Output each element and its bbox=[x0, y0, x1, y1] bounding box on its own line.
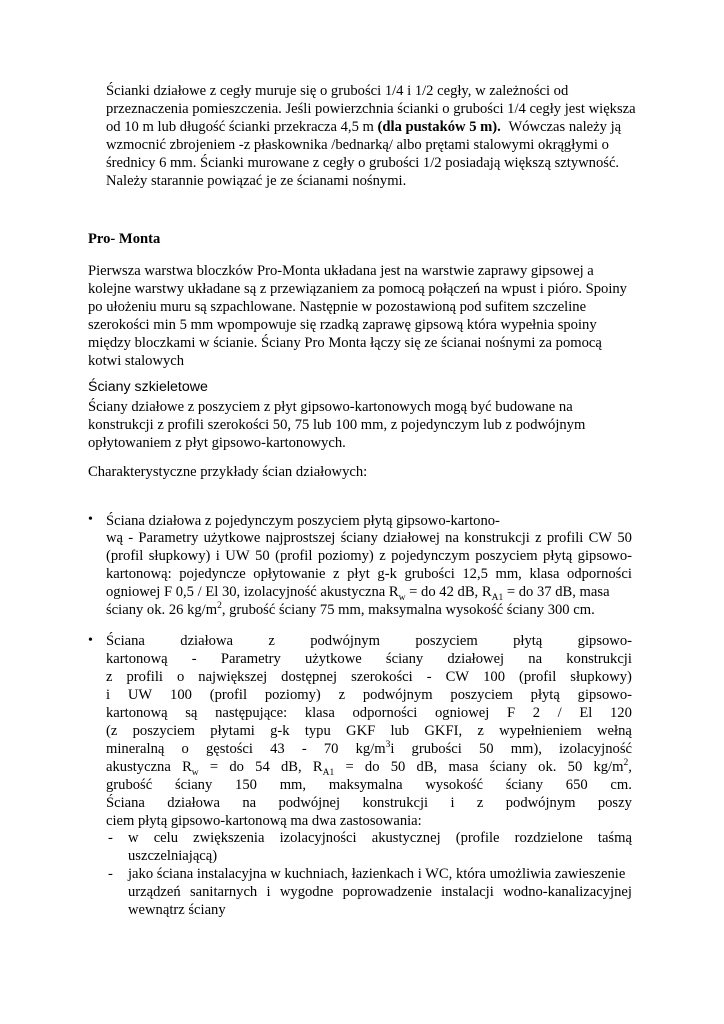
word: płytą bbox=[530, 687, 560, 703]
word: ściany bbox=[385, 651, 424, 667]
word: poszyciem bbox=[450, 687, 513, 703]
word: 50 bbox=[567, 759, 583, 775]
word: klasa bbox=[304, 705, 335, 721]
text-segment: = do 37 dB, masa bbox=[503, 584, 610, 600]
word: następujące: bbox=[215, 705, 288, 721]
word: szerokości bbox=[351, 669, 413, 685]
word: działowej bbox=[447, 651, 505, 667]
bullet-line bbox=[106, 547, 632, 565]
intro-line: Należy starannie powiązać je ze ścianami nośnymi. bbox=[106, 173, 407, 189]
word: gipsowo- bbox=[577, 687, 632, 703]
word: ok. bbox=[538, 759, 557, 775]
word: z bbox=[379, 548, 386, 564]
promonta-line: kolejne warstwy układane są z przewiązaniem za pomocą połączeń na wpust i pióro. Spoiny bbox=[88, 281, 627, 297]
word: wypełnieniem bbox=[499, 723, 582, 739]
word: konstrukcji bbox=[566, 651, 632, 667]
szkieletowe-line: konstrukcji z profili szerokości 50, 75 lub 100 mm, z pojedynczym lub z podwójnym bbox=[88, 417, 586, 433]
word: ściany bbox=[174, 777, 213, 793]
word: rozdzielone bbox=[514, 830, 583, 846]
word: dB, bbox=[416, 759, 438, 775]
word: poszyciem bbox=[475, 548, 538, 564]
word: ściany bbox=[489, 759, 527, 775]
text-segment: , grubość ściany 75 mm, maksymalna wysokość ściany 300 cm. bbox=[221, 602, 595, 618]
word: i bbox=[106, 687, 111, 703]
word: = bbox=[209, 759, 219, 775]
word: działowej bbox=[383, 530, 440, 546]
bullet-line bbox=[106, 686, 632, 704]
word: ściany bbox=[340, 530, 378, 546]
szkieletowe-line: Ściany działowe z poszyciem z płyt gipsowo-kartonowych mogą być budowane na bbox=[88, 399, 573, 415]
word: - bbox=[128, 530, 134, 546]
word: F bbox=[506, 705, 516, 721]
word: słupkowy) bbox=[570, 669, 632, 685]
promonta-line: po ułożeniu muru są szpachlowane. Następnie w pozostawioną pod sufitem szczeline bbox=[88, 299, 587, 315]
word: z bbox=[476, 795, 484, 811]
word: z bbox=[535, 530, 542, 546]
word: $kg/m^2$, bbox=[593, 758, 632, 775]
word: wodno-kanalizacyjnej bbox=[503, 884, 632, 900]
dash-icon: - bbox=[108, 866, 113, 882]
word: 150 bbox=[235, 777, 257, 793]
word: (profile bbox=[455, 830, 500, 846]
word: CW bbox=[445, 669, 470, 685]
word: poziomy) bbox=[264, 687, 321, 703]
word: - bbox=[301, 741, 307, 757]
word: (profil bbox=[275, 548, 313, 564]
text-segment: = do 42 dB, R bbox=[405, 584, 492, 600]
word: i bbox=[450, 795, 455, 811]
word: na bbox=[242, 795, 257, 811]
word: UW bbox=[225, 548, 250, 564]
word: podwójnym bbox=[362, 687, 433, 703]
word: Ściana bbox=[106, 795, 145, 811]
word: dostępnej bbox=[281, 669, 338, 685]
word: płytami bbox=[210, 723, 255, 739]
word: ogniowej bbox=[434, 705, 490, 721]
bullet-line bbox=[106, 529, 632, 547]
text-segment: ogniowej F 0,5 / El 30, izolacyjność akustyczna R bbox=[106, 584, 399, 600]
word: CW bbox=[588, 530, 613, 546]
sub-item-line: uszczelniającą) bbox=[128, 848, 218, 864]
superscript: 3 bbox=[385, 740, 391, 751]
intro-line: Ścianki działowe z cegły muruje się o grubości 1/4 i 1/2 cegły, w zależności od bbox=[106, 83, 569, 99]
word: cm. bbox=[610, 777, 632, 793]
subscript: A1 bbox=[322, 767, 335, 778]
bullet-line bbox=[106, 794, 632, 812]
szkieletowe-line: opłytowaniem z płyt gipsowo-kartonowych. bbox=[88, 435, 346, 451]
bullet-line: Ściana działowa z pojedynczym poszyciem płytą gipsowo-kartono- bbox=[106, 513, 500, 529]
word: kartonową bbox=[106, 705, 168, 721]
word: 50 bbox=[617, 530, 632, 546]
word: konstrukcji bbox=[464, 530, 530, 546]
bullet-line bbox=[106, 650, 632, 668]
word: odporności bbox=[352, 705, 418, 721]
word: słupkowy) bbox=[148, 548, 211, 564]
word: poszyciem bbox=[132, 723, 196, 739]
word: poziomy) bbox=[317, 548, 374, 564]
sub-item-line bbox=[128, 829, 632, 847]
word: Parametry bbox=[138, 530, 199, 546]
word: g-k bbox=[270, 723, 290, 739]
word: kartonową: bbox=[106, 566, 172, 582]
word: są bbox=[185, 705, 198, 721]
word: w bbox=[128, 830, 139, 846]
word: - bbox=[426, 669, 432, 685]
word: Parametry bbox=[220, 651, 281, 667]
word: mineralną bbox=[106, 741, 165, 757]
word: = bbox=[345, 759, 354, 775]
word: o bbox=[176, 669, 185, 685]
word: z bbox=[268, 633, 275, 649]
bullet-line bbox=[106, 776, 632, 794]
word: poprowadzenie bbox=[342, 884, 432, 900]
word: i bbox=[266, 884, 271, 900]
word: i bbox=[215, 548, 220, 564]
word: 50 bbox=[478, 741, 494, 757]
word: do bbox=[229, 759, 244, 775]
word: profili bbox=[126, 669, 163, 685]
word: mm, bbox=[495, 566, 522, 582]
intro-line: średnicy 6 mm. Ścianki murowane z cegły o grubości 1/2 posiadają większą sztywność. bbox=[106, 155, 620, 171]
word: Ściana bbox=[106, 633, 145, 649]
intro-line: wzmocnić zbrojeniem -z płaskownika /bednarką/ albo prętami stalowymi okrągłymi o bbox=[106, 137, 609, 153]
sub-item-line bbox=[128, 883, 632, 901]
subscript: w bbox=[398, 592, 406, 603]
bullet-line bbox=[106, 565, 632, 583]
promonta-heading: Pro- Monta bbox=[88, 231, 161, 247]
word: akustyczna bbox=[106, 759, 171, 775]
subscript: A1 bbox=[491, 592, 504, 603]
word: (z bbox=[106, 723, 118, 739]
word: $R_{A1}$ bbox=[312, 759, 335, 778]
word: o bbox=[181, 741, 189, 757]
intro-line: przeznaczenia pomieszczenia. Jeśli powierzchnia ścianki o grubości 1/4 cegły jest większa bbox=[106, 101, 636, 117]
dash-icon: - bbox=[108, 830, 113, 846]
word: najprostszej bbox=[265, 530, 336, 546]
intro-line bbox=[106, 118, 621, 136]
promonta-line: szerokości min 5 mm wpompowuje się rzadką zaprawę gipsową która wypełnia spoiny bbox=[88, 317, 597, 333]
word: wą bbox=[106, 530, 124, 546]
word: / bbox=[557, 705, 562, 721]
bullet-line bbox=[106, 668, 632, 686]
word: mm), bbox=[510, 741, 542, 757]
subscript: w bbox=[191, 767, 199, 778]
word: grubość bbox=[106, 777, 153, 793]
bullet-line: ciem płytą gipsowo-kartonową ma dwa zastosowania: bbox=[106, 813, 422, 829]
word: do bbox=[364, 759, 380, 775]
sub-item-line: jako ściana instalacyjna w kuchniach, łazienkach i WC, która umożliwia zawieszenie bbox=[128, 866, 626, 882]
word: wygodne bbox=[279, 884, 334, 900]
word: GKF bbox=[346, 723, 376, 739]
word: lub bbox=[390, 723, 410, 739]
word: izolacyjność bbox=[559, 741, 632, 757]
superscript: 2 bbox=[217, 601, 222, 612]
word: na bbox=[445, 530, 459, 546]
word: podwójnym bbox=[505, 795, 576, 811]
word: na bbox=[528, 651, 543, 667]
word: El bbox=[579, 705, 593, 721]
word: klasa bbox=[529, 566, 560, 582]
word: instalacji bbox=[441, 884, 494, 900]
word: gęstości bbox=[205, 741, 253, 757]
word: zwiększenia bbox=[193, 830, 265, 846]
word: 2 bbox=[532, 705, 540, 721]
word: GKFI, bbox=[424, 723, 463, 739]
word: wełną bbox=[597, 723, 632, 739]
word: celu bbox=[153, 830, 178, 846]
word: poszyciem bbox=[415, 633, 478, 649]
word: podwójnej bbox=[278, 795, 341, 811]
word: $kg/m^3i$ bbox=[355, 740, 395, 757]
word: gipsowo- bbox=[577, 548, 632, 564]
word: grubości bbox=[411, 741, 462, 757]
word: 43 bbox=[270, 741, 285, 757]
word: poszy bbox=[597, 795, 632, 811]
word: $R_w$ bbox=[182, 759, 199, 778]
word: podwójnym bbox=[310, 633, 380, 649]
word: 12,5 bbox=[462, 566, 488, 582]
word: użytkowe bbox=[203, 530, 261, 546]
word: największej bbox=[198, 669, 268, 685]
word: użytkowe bbox=[304, 651, 362, 667]
word: profili bbox=[546, 530, 584, 546]
word: 100 bbox=[170, 687, 192, 703]
word: płytą bbox=[513, 633, 543, 649]
examples-intro: Charakterystyczne przykłady ścian działowych: bbox=[88, 464, 368, 480]
word: gipsowo- bbox=[577, 633, 632, 649]
bullet-line bbox=[106, 740, 632, 758]
word: odporności bbox=[567, 566, 632, 582]
word: sanitarnych bbox=[189, 884, 258, 900]
text-segment: ściany ok. 26 kg/m bbox=[106, 602, 218, 618]
word: masa bbox=[448, 759, 479, 775]
word: 650 bbox=[565, 777, 588, 793]
word: ściany bbox=[505, 777, 543, 793]
word: typu bbox=[304, 723, 331, 739]
intro-text: Wówczas należy ją bbox=[508, 119, 622, 135]
word: g-k bbox=[377, 566, 397, 582]
intro-text: od 10 m lub długość ścianki przekracza 4,5 m bbox=[106, 119, 374, 135]
superscript: 2 bbox=[623, 758, 629, 769]
word: pojedyncze bbox=[179, 566, 246, 582]
promonta-line: kotwi stalowych bbox=[88, 353, 185, 369]
word: urządzeń bbox=[128, 884, 181, 900]
word: wysokość bbox=[425, 777, 483, 793]
word: konstrukcji bbox=[362, 795, 429, 811]
word: 50 bbox=[390, 759, 406, 775]
word: 120 bbox=[609, 705, 632, 721]
word: z bbox=[106, 669, 113, 685]
bullet-line bbox=[106, 758, 632, 776]
word: 100 bbox=[483, 669, 505, 685]
word: grubości bbox=[404, 566, 455, 582]
intro-bold-note: (dla pustaków 5 m). bbox=[377, 119, 501, 135]
word: UW bbox=[127, 687, 153, 703]
word: kartonową bbox=[106, 651, 168, 667]
promonta-line: Pierwsza warstwa bloczków Pro-Monta układana jest na warstwie zaprawy gipsowej a bbox=[88, 263, 594, 279]
word: 50 bbox=[255, 548, 270, 564]
bullet-line bbox=[106, 583, 610, 601]
word: pojedynczym bbox=[391, 548, 470, 564]
szkieletowe-heading: Ściany szkieletowe bbox=[88, 379, 208, 395]
word: - bbox=[191, 651, 197, 667]
word: taśmą bbox=[597, 830, 632, 846]
word: z bbox=[477, 723, 484, 739]
word: akustycznej bbox=[371, 830, 441, 846]
promonta-line: między bloczkami w ścianie. Ściany Pro Monta łączy się ze ścianai nośnymi za pomocą bbox=[88, 335, 602, 351]
word: działowa bbox=[180, 633, 233, 649]
word: z bbox=[338, 687, 346, 703]
bullet-line bbox=[106, 601, 595, 619]
word: działowa bbox=[167, 795, 220, 811]
bullet-icon: • bbox=[88, 633, 93, 648]
word: (profil bbox=[518, 669, 557, 685]
word: izolacyjności bbox=[279, 830, 357, 846]
word: 70 bbox=[323, 741, 339, 757]
bullet-line bbox=[106, 722, 632, 740]
bullet-line bbox=[106, 704, 632, 722]
bullet-line bbox=[106, 632, 632, 650]
word: mm, bbox=[279, 777, 307, 793]
word: (profil bbox=[209, 687, 248, 703]
word: opłytowanie bbox=[253, 566, 326, 582]
word: płyt bbox=[347, 566, 370, 582]
word: z bbox=[333, 566, 340, 582]
word: (profil bbox=[106, 548, 144, 564]
sub-item-line: wewnątrz ściany bbox=[128, 902, 226, 918]
word: 54 bbox=[255, 759, 270, 775]
word: płytą bbox=[543, 548, 573, 564]
word: maksymalna bbox=[328, 777, 403, 793]
bullet-icon: • bbox=[88, 512, 93, 527]
word: dB, bbox=[280, 759, 302, 775]
